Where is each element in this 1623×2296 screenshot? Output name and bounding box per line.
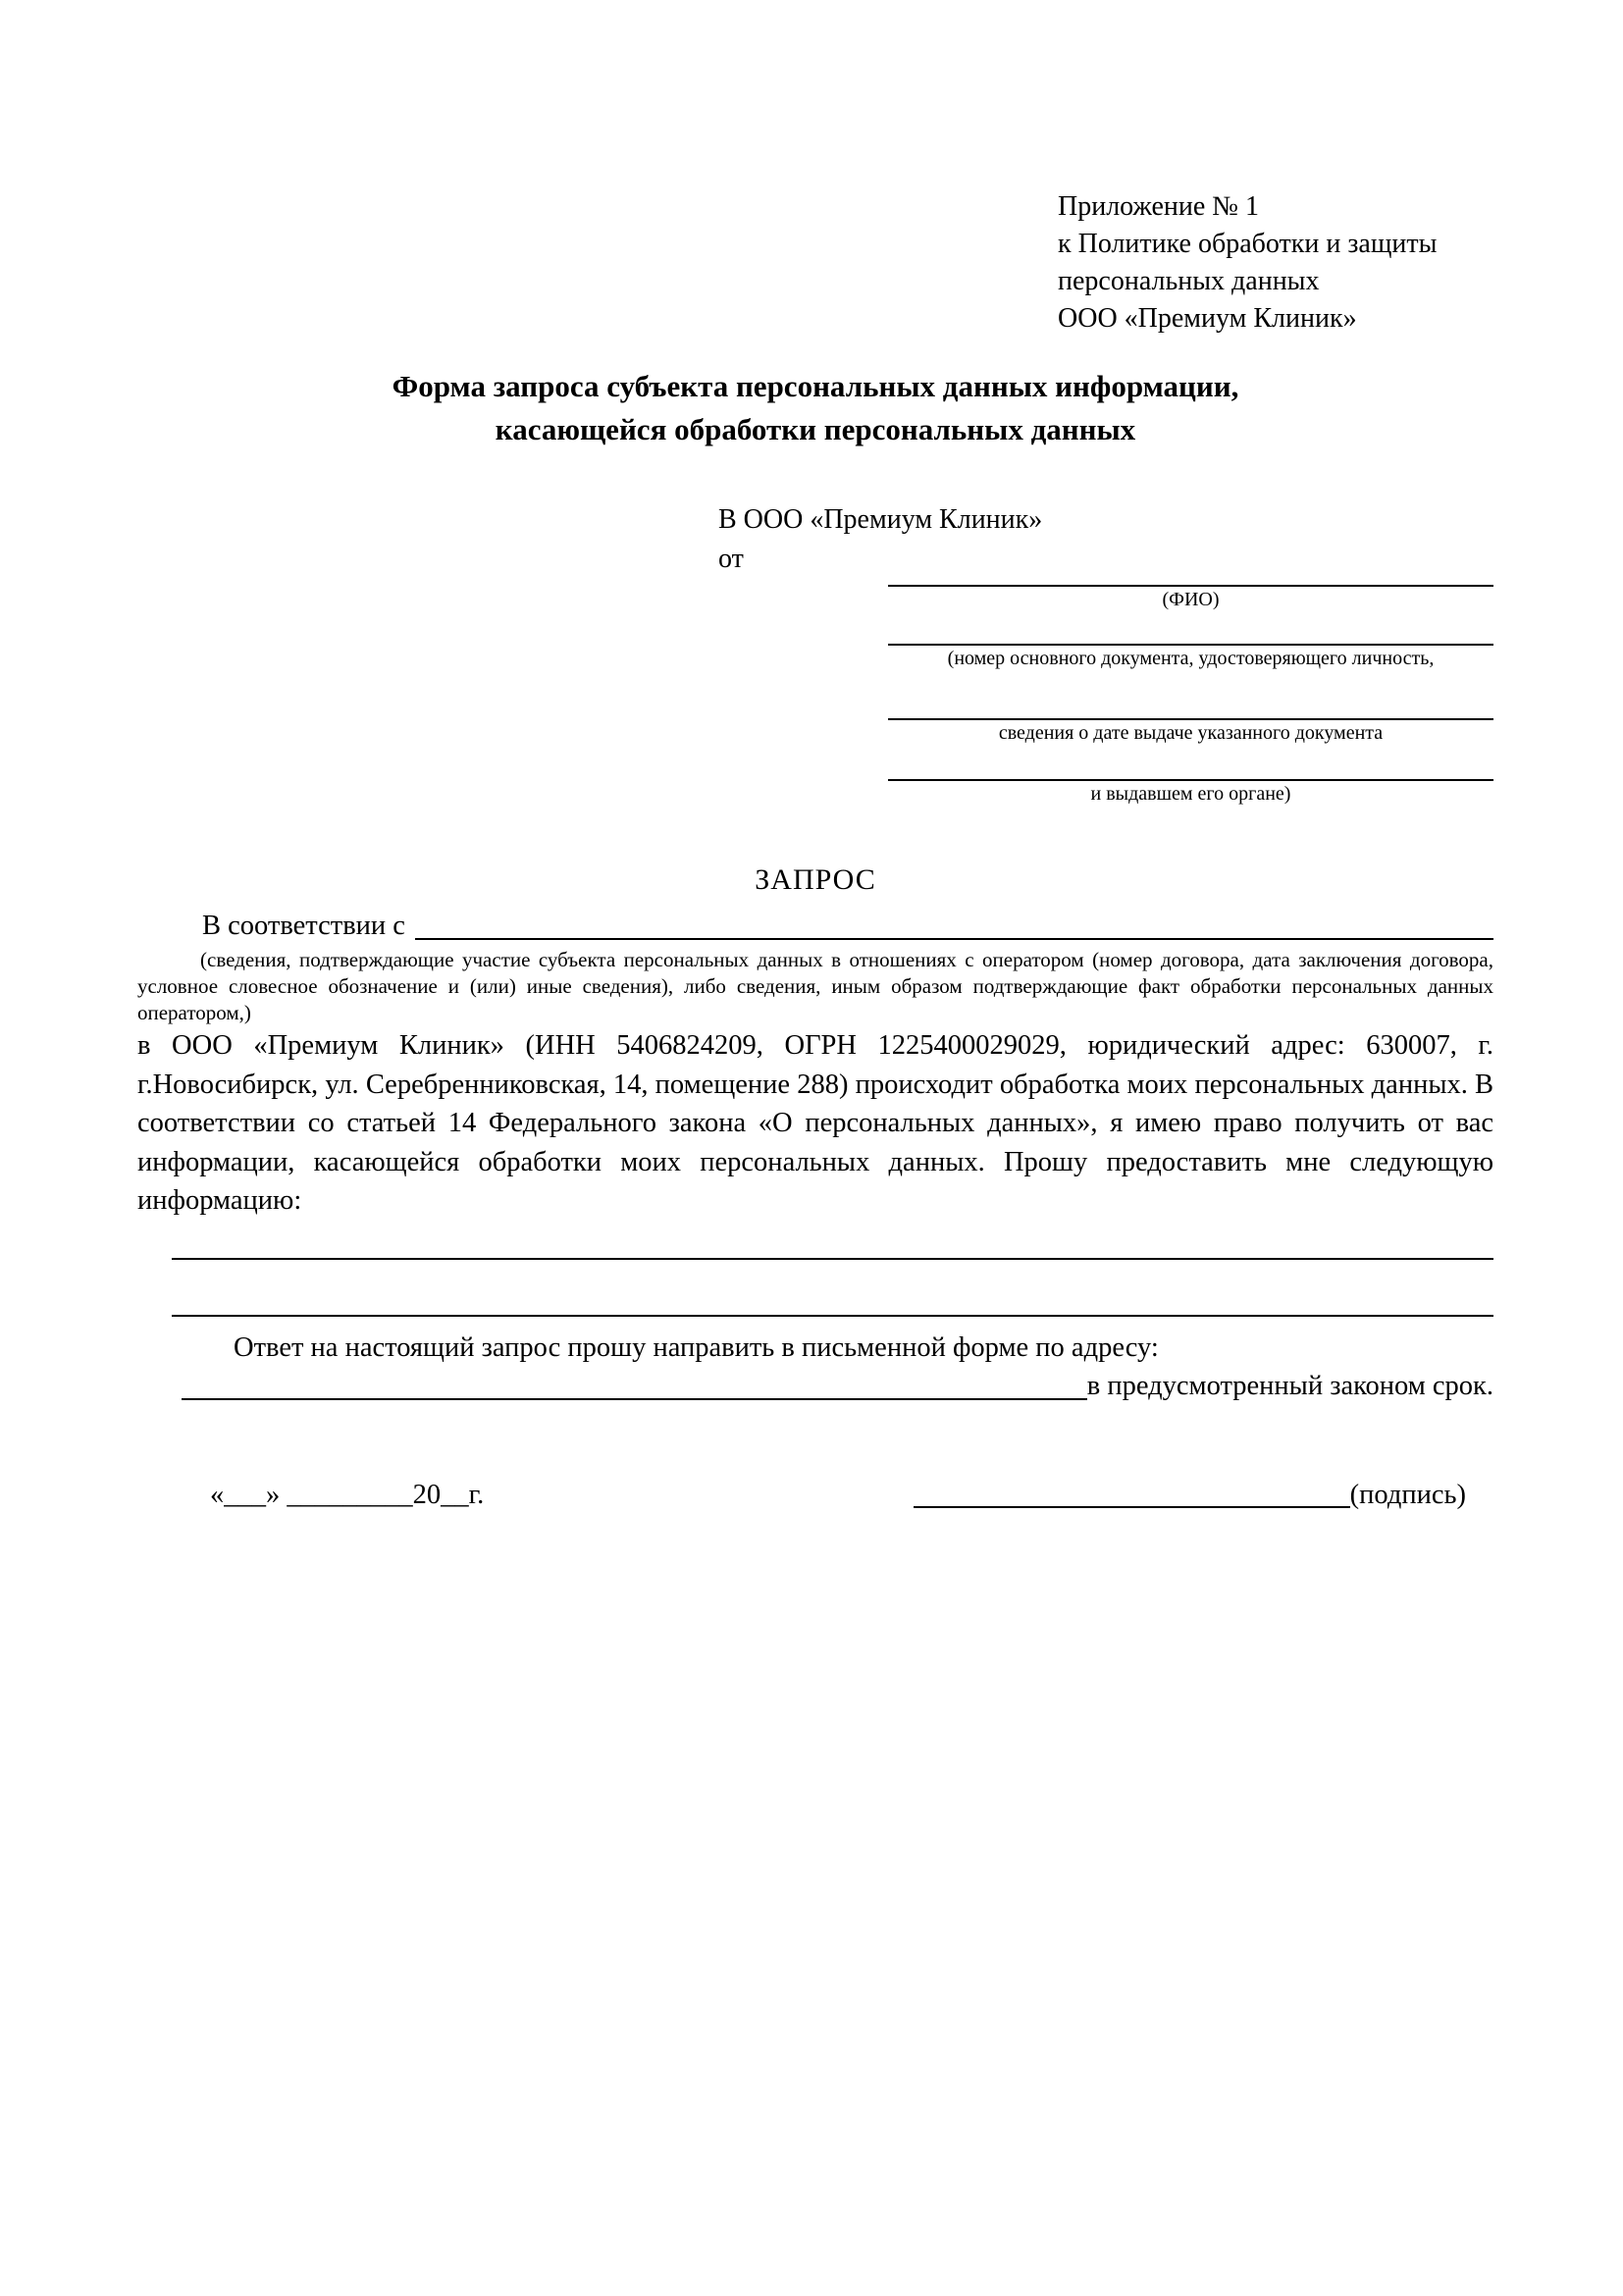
- info-blank-line-1: [172, 1258, 1493, 1260]
- appendix-line: персональных данных: [1058, 266, 1320, 296]
- reply-suffix: в предусмотренный законом срок.: [1086, 1370, 1493, 1401]
- accordance-note: (сведения, подтверждающие участие субъекта персональных данных в отношениях с оператором (номер договора, дата заключения договора, условное словесное обозначение и (или) иные сведения), либо сведения, иным образом подтверждающие факт обработки персональных данных оператором,): [137, 948, 1493, 1024]
- accordance-row: [137, 907, 1493, 945]
- page-title-line1: Форма запроса субъекта персональных данных информации,: [392, 369, 1239, 403]
- date-blank: «___» _________20__г.: [210, 1479, 485, 1510]
- appendix-line: ООО «Премиум Клиник»: [1058, 303, 1357, 334]
- reply-address-row: [137, 1367, 1493, 1405]
- appendix-line: к Политике обработки и защиты: [1058, 229, 1438, 259]
- signature-caption: (подпись): [1349, 1479, 1466, 1510]
- addressee-from-label: от: [718, 544, 744, 574]
- issuer-caption: и выдавшем его органе): [1090, 783, 1291, 805]
- signature-block: [914, 1476, 1466, 1515]
- appendix-block: [1058, 0, 1493, 338]
- footer-row: [137, 1476, 1493, 1515]
- page-title-line2: касающейся обработки персональных данных: [495, 412, 1136, 446]
- reply-paragraph: Ответ на настоящий запрос прошу направить в письменной форме по адресу:: [234, 1331, 1159, 1363]
- info-blank-line-2: [172, 1315, 1493, 1317]
- fio-caption: (ФИО): [1162, 589, 1220, 610]
- doc-number-caption: (номер основного документа, удостоверяющего личность,: [947, 648, 1435, 669]
- document-content: [137, 0, 1493, 1515]
- signature-blank-line: [914, 1506, 1350, 1508]
- accordance-text: В соответствии с: [202, 911, 405, 941]
- request-body: в ООО «Премиум Клиник» (ИНН 5406824209, ОГРН 1225400029029, юридический адрес: 630007, г. г.Новосибирск, ул. Серебренниковская, 14, помещение 288) происходит обработка моих персональных данных. В соответствии со статьей 14 Федерального закона «О персональных данных», я имею право получить от вас информации, касающейся обработки моих персональных данных. Прошу предоставить мне следующую информацию:: [137, 1030, 1493, 1216]
- request-heading: ЗАПРОС: [755, 863, 876, 896]
- page-title: [137, 365, 1493, 451]
- addressee-to: В ООО «Премиум Клиник»: [718, 504, 1043, 535]
- address-blank-line: [182, 1367, 1087, 1400]
- accordance-blank-line: [415, 907, 1493, 940]
- addressee-block: [718, 500, 1493, 807]
- appendix-line: Приложение № 1: [1058, 191, 1259, 222]
- issue-date-caption: сведения о дате выдаче указанного документа: [998, 722, 1384, 744]
